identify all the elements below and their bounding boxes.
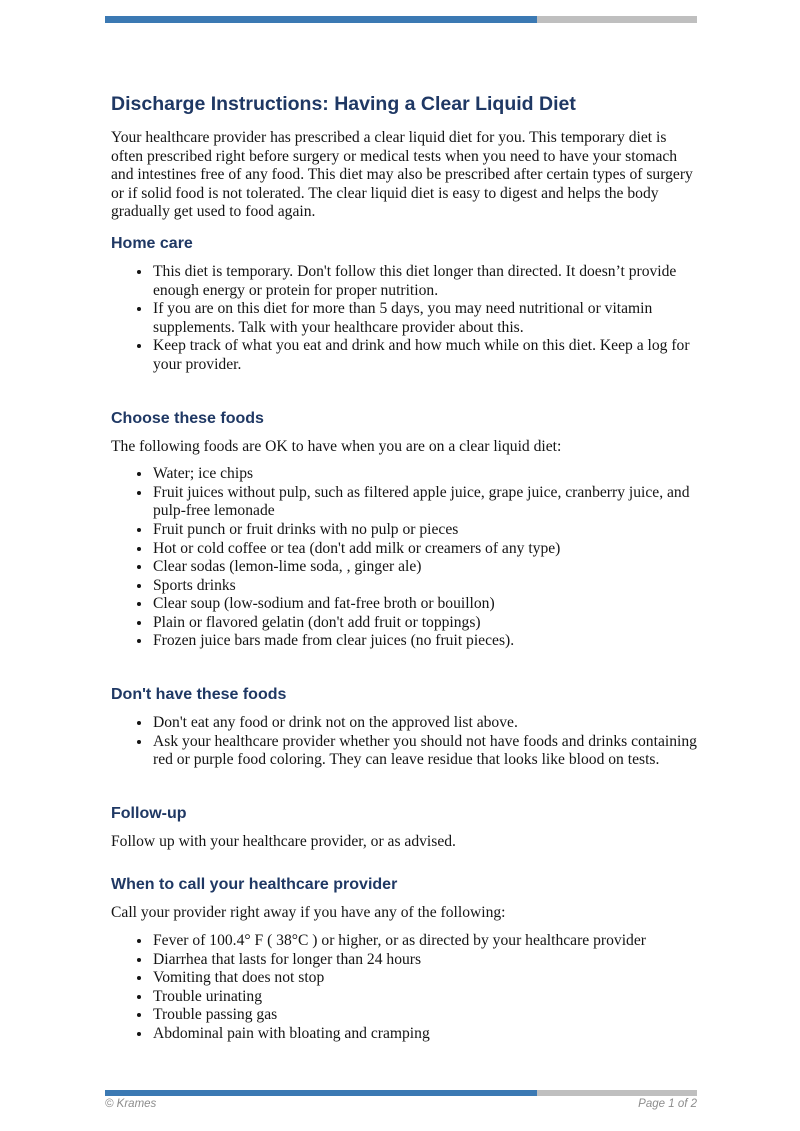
footer-rule-gray-segment [537,1090,697,1096]
list-item: • Keep track of what you eat and drink and how much while on this diet. Keep a log for your provider. [152,337,698,374]
footer-copyright: © Krames [105,1098,157,1110]
header-rule-gray-segment [537,16,697,23]
heading-dont-have-these-foods: Don't have these foods [111,686,287,704]
document-content [111,93,698,1044]
list-item: • Ask your healthcare provider whether you should not have foods and drinks containing red or purple food coloring. They can leave residue that looks like blood on tests. [152,733,698,770]
choose-foods-intro: The following foods are OK to have when you are on a clear liquid diet: [111,437,562,455]
footer-page-number: Page 1 of 2 [638,1098,697,1110]
footer-rule-blue-segment [105,1090,537,1096]
heading-choose-these-foods: Choose these foods [111,409,264,427]
list-item: • Trouble passing gas [152,1006,698,1025]
follow-up-text: Follow up with your healthcare provider, or as advised. [111,832,456,850]
when-to-call-list [111,932,698,1044]
header-rule [105,16,697,23]
choose-foods-list [111,465,698,651]
list-item: • If you are on this diet for more than 5 days, you may need nutritional or vitamin supplements. Talk with your healthcare provider about this. [152,300,698,337]
list-item: • Don't eat any food or drink not on the approved list above. [152,714,698,733]
list-item: • Hot or cold coffee or tea (don't add milk or creamers of any type) [152,540,698,559]
list-item: • Clear sodas (lemon-lime soda, , ginger ale) [152,558,698,577]
list-item: • Frozen juice bars made from clear juices (no fruit pieces). [152,632,698,651]
heading-when-to-call: When to call your healthcare provider [111,876,398,894]
dont-have-list [111,714,698,770]
list-item: • Vomiting that does not stop [152,969,698,988]
list-item: • Clear soup (low-sodium and fat-free broth or bouillon) [152,595,698,614]
footer [105,1098,697,1110]
intro-paragraph: Your healthcare provider has prescribed a clear liquid diet for you. This temporary diet is often prescribed right before surgery or medical tests when you need to have your stomach and intestines free of any food. This diet may also be prescribed after certain types of surgery or if solid food is not tolerated. The clear liquid diet is easy to digest and helps the body gradually get used to food again. [111,129,693,221]
list-item: • This diet is temporary. Don't follow this diet longer than directed. It doesn’t provide enough energy or protein for proper nutrition. [152,263,698,300]
list-item: • Plain or flavored gelatin (don't add fruit or toppings) [152,614,698,633]
list-item: • Trouble urinating [152,988,698,1007]
page-title: Discharge Instructions: Having a Clear Liquid Diet [111,93,576,115]
footer-rule [105,1090,697,1096]
list-item: • Diarrhea that lasts for longer than 24 hours [152,951,698,970]
when-to-call-intro: Call your provider right away if you have any of the following: [111,904,506,922]
home-care-list [111,263,698,375]
list-item: • Fever of 100.4° F ( 38°C ) or higher, or as directed by your healthcare provider [152,932,698,951]
heading-home-care: Home care [111,234,193,252]
heading-follow-up: Follow-up [111,804,187,822]
list-item: • Sports drinks [152,577,698,596]
list-item: • Water; ice chips [152,465,698,484]
list-item: • Abdominal pain with bloating and cramping [152,1025,698,1044]
list-item: • Fruit punch or fruit drinks with no pulp or pieces [152,521,698,540]
header-rule-blue-segment [105,16,537,23]
list-item: • Fruit juices without pulp, such as filtered apple juice, grape juice, cranberry juice, and pulp-free lemonade [152,484,698,521]
